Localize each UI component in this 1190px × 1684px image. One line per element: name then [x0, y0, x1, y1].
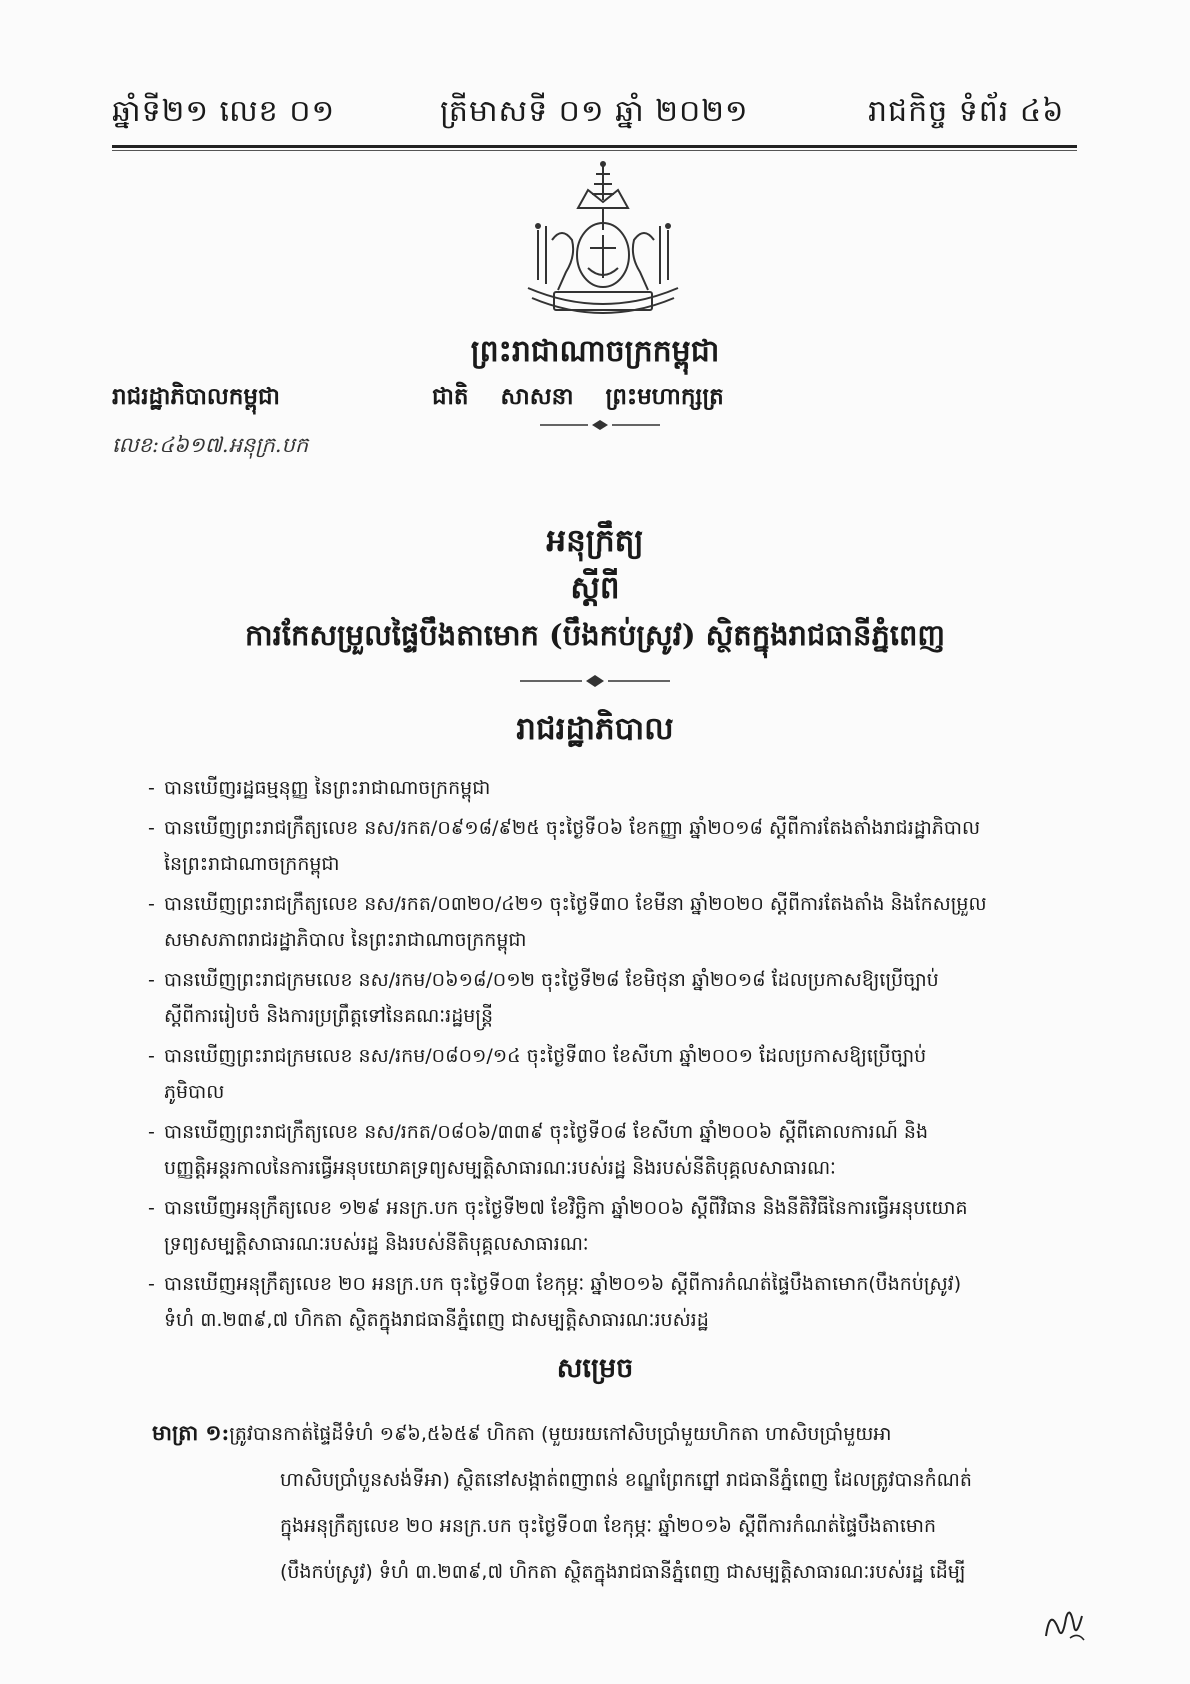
preamble-text-cont: បញ្ញត្តិអន្តរកាលនៃការធ្វើអនុបយោគទ្រព្យសម្បត្តិសាធារណៈរបស់រដ្ឋ និងរបស់នីតិបុគ្គលសាធារណៈ	[164, 1157, 836, 1179]
preamble-text-cont: នៃព្រះរាជាណាចក្រកម្ពុជា	[164, 853, 340, 875]
preamble-text-cont: សមាសភាពរាជរដ្ឋាភិបាល នៃព្រះរាជាណាចក្រកម្ពុជា	[164, 929, 527, 951]
preamble-item	[148, 1190, 1056, 1262]
article-label: មាត្រា ១:	[152, 1420, 230, 1445]
kingdom-heading: ព្រះរាជាណាចក្រកម្ពុជា	[470, 334, 720, 369]
header-rule	[112, 145, 1077, 148]
decision-heading: សម្រេច	[556, 1353, 634, 1384]
preamble-item	[148, 770, 1056, 806]
article-text-cont: ហាសិបប្រាំបួនសង់ទីអា) ស្ថិតនៅសង្កាត់ពញាពន់ ខណ្ឌព្រែកព្នៅ រាជធានីភ្នំពេញ ដែលត្រូវបានកំណត់	[280, 1469, 972, 1491]
header-rule-thin	[112, 150, 1077, 151]
preamble-item	[148, 962, 1056, 1034]
preamble-text-cont: ស្តីពីការរៀបចំ និងការប្រព្រឹត្តទៅនៃគណៈរដ្ឋមន្ត្រី	[164, 1005, 494, 1027]
header-issue: ឆ្នាំទី២១ លេខ ០១	[112, 94, 336, 129]
preamble-text: - បានឃើញព្រះរាជក្រមលេខ នស/រកម/០៨០១/១៤ ចុះថ្ងៃទី៣០ ខែសីហា ឆ្នាំ២០០១ ដែលប្រកាសឱ្យប្រើច្បាប់	[164, 1045, 927, 1067]
article-text-cont: ក្នុងអនុក្រឹត្យលេខ ២០ អនក្រ.បក ចុះថ្ងៃទី០៣ ខែកុម្ភៈ ឆ្នាំ២០១៦ ស្តីពីការកំណត់ផ្ទៃបឹងតាមោក	[280, 1515, 937, 1537]
preamble-item	[148, 1038, 1056, 1110]
government-label: រាជរដ្ឋាភិបាលកម្ពុជា	[112, 383, 280, 410]
preamble-item	[148, 1266, 1056, 1338]
header-quarter: ត្រីមាសទី ០១ ឆ្នាំ ២០២១	[440, 94, 749, 129]
header-page: រាជកិច្ច ទំព័រ ៤៦	[868, 94, 1065, 129]
article-1	[152, 1410, 1062, 1595]
document-number: លេខ:៤៦១៧.អនុក្រ.បក	[112, 433, 309, 457]
preamble-item	[148, 886, 1056, 958]
preamble-text-cont: ទំហំ ៣.២៣៩,៧ ហិកតា ស្ថិតក្នុងរាជធានីភ្នំពេញ ជាសម្បត្តិសាធារណៈរបស់រដ្ឋ	[164, 1309, 709, 1331]
preamble-text: - បានឃើញអនុក្រឹត្យលេខ ១២៩ អនក្រ.បក ចុះថ្ងៃទី២៧ ខែវិច្ឆិកា ឆ្នាំ២០០៦ ស្តីពីវិធាន និងនីតិវិធីនៃការធ្វើអនុបយោគ	[164, 1197, 968, 1219]
document-subject: ការកែសម្រួលផ្ទៃបឹងតាមោក (បឹងកប់ស្រូវ) ស្ថិតក្នុងរាជធានីភ្នំពេញ	[245, 618, 945, 652]
preamble-text: - បានឃើញអនុក្រឹត្យលេខ ២០ អនក្រ.បក ចុះថ្ងៃទី០៣ ខែកុម្ភៈ ឆ្នាំ២០១៦ ស្តីពីការកំណត់ផ្ទៃបឹងតាមោក(បឹងកប់ស្រូវ)	[164, 1273, 962, 1295]
preamble-item	[148, 1114, 1056, 1186]
preamble-text-cont: ទ្រព្យសម្បត្តិសាធារណៈរបស់រដ្ឋ និងរបស់នីតិបុគ្គលសាធារណៈ	[164, 1233, 589, 1255]
ornament-divider-icon	[520, 674, 670, 688]
article-first-line	[152, 1410, 1062, 1457]
preamble-text: បានឃើញរដ្ឋធម្មនុញ្ញ នៃព្រះរាជាណាចក្រកម្ពុជា	[164, 777, 491, 799]
preamble-item	[148, 810, 1056, 882]
preamble-text: - បានឃើញព្រះរាជក្រឹត្យលេខ នស/រកត/០៣២០/៤២១ ចុះថ្ងៃទី៣០ ខែមីនា ឆ្នាំ២០២០ ស្តីពីការតែងតាំង និងកែសម្រួល	[164, 893, 987, 915]
ornament-divider-icon	[540, 418, 660, 432]
preamble-text: - បានឃើញព្រះរាជក្រឹត្យលេខ នស/រកត/០៨០៦/៣៣៩ ចុះថ្ងៃទី០៨ ខែសីហា ឆ្នាំ២០០៦ ស្តីពីគោលការណ៍ និង	[164, 1121, 929, 1143]
handwritten-initials-icon	[1040, 1598, 1090, 1648]
preamble-text-cont: ភូមិបាល	[164, 1081, 225, 1103]
royal-coat-of-arms-icon	[518, 160, 688, 325]
document-type-heading: អនុក្រឹត្យ	[546, 523, 644, 559]
article-text-cont: (បឹងកប់ស្រូវ) ទំហំ ៣.២៣៩,៧ ហិកតា ស្ថិតក្នុងរាជធានីភ្នំពេញ ជាសម្បត្តិសាធារណៈរបស់រដ្ឋ ដើម្បី	[280, 1561, 966, 1583]
subject-connector: ស្តីពី	[570, 570, 620, 606]
article-text: ត្រូវបានកាត់ផ្ទៃដីទំហំ ១៩៦,៥៦៥៩ ហិកតា (មួយរយកៅសិបប្រាំមួយហិកតា ហាសិបប្រាំមួយអា	[229, 1423, 892, 1445]
preamble-list	[148, 770, 1056, 1342]
preamble-text: - បានឃើញព្រះរាជក្រមលេខ នស/រកម/០៦១៨/០១២ ចុះថ្ងៃទី២៨ ខែមិថុនា ឆ្នាំ២០១៨ ដែលប្រកាសឱ្យប្រើច្បាប់	[164, 969, 939, 991]
national-motto: ជាតិ សាសនា ព្រះមហាក្សត្រ	[432, 383, 724, 410]
preamble-text: - បានឃើញព្រះរាជក្រឹត្យលេខ នស/រកត/០៩១៨/៩២៥ ចុះថ្ងៃទី០៦ ខែកញ្ញា ឆ្នាំ២០១៨ ស្តីពីការតែងតាំងរាជរដ្ឋាភិបាល	[164, 817, 981, 839]
issuing-authority: រាជរដ្ឋាភិបាល	[516, 711, 674, 747]
